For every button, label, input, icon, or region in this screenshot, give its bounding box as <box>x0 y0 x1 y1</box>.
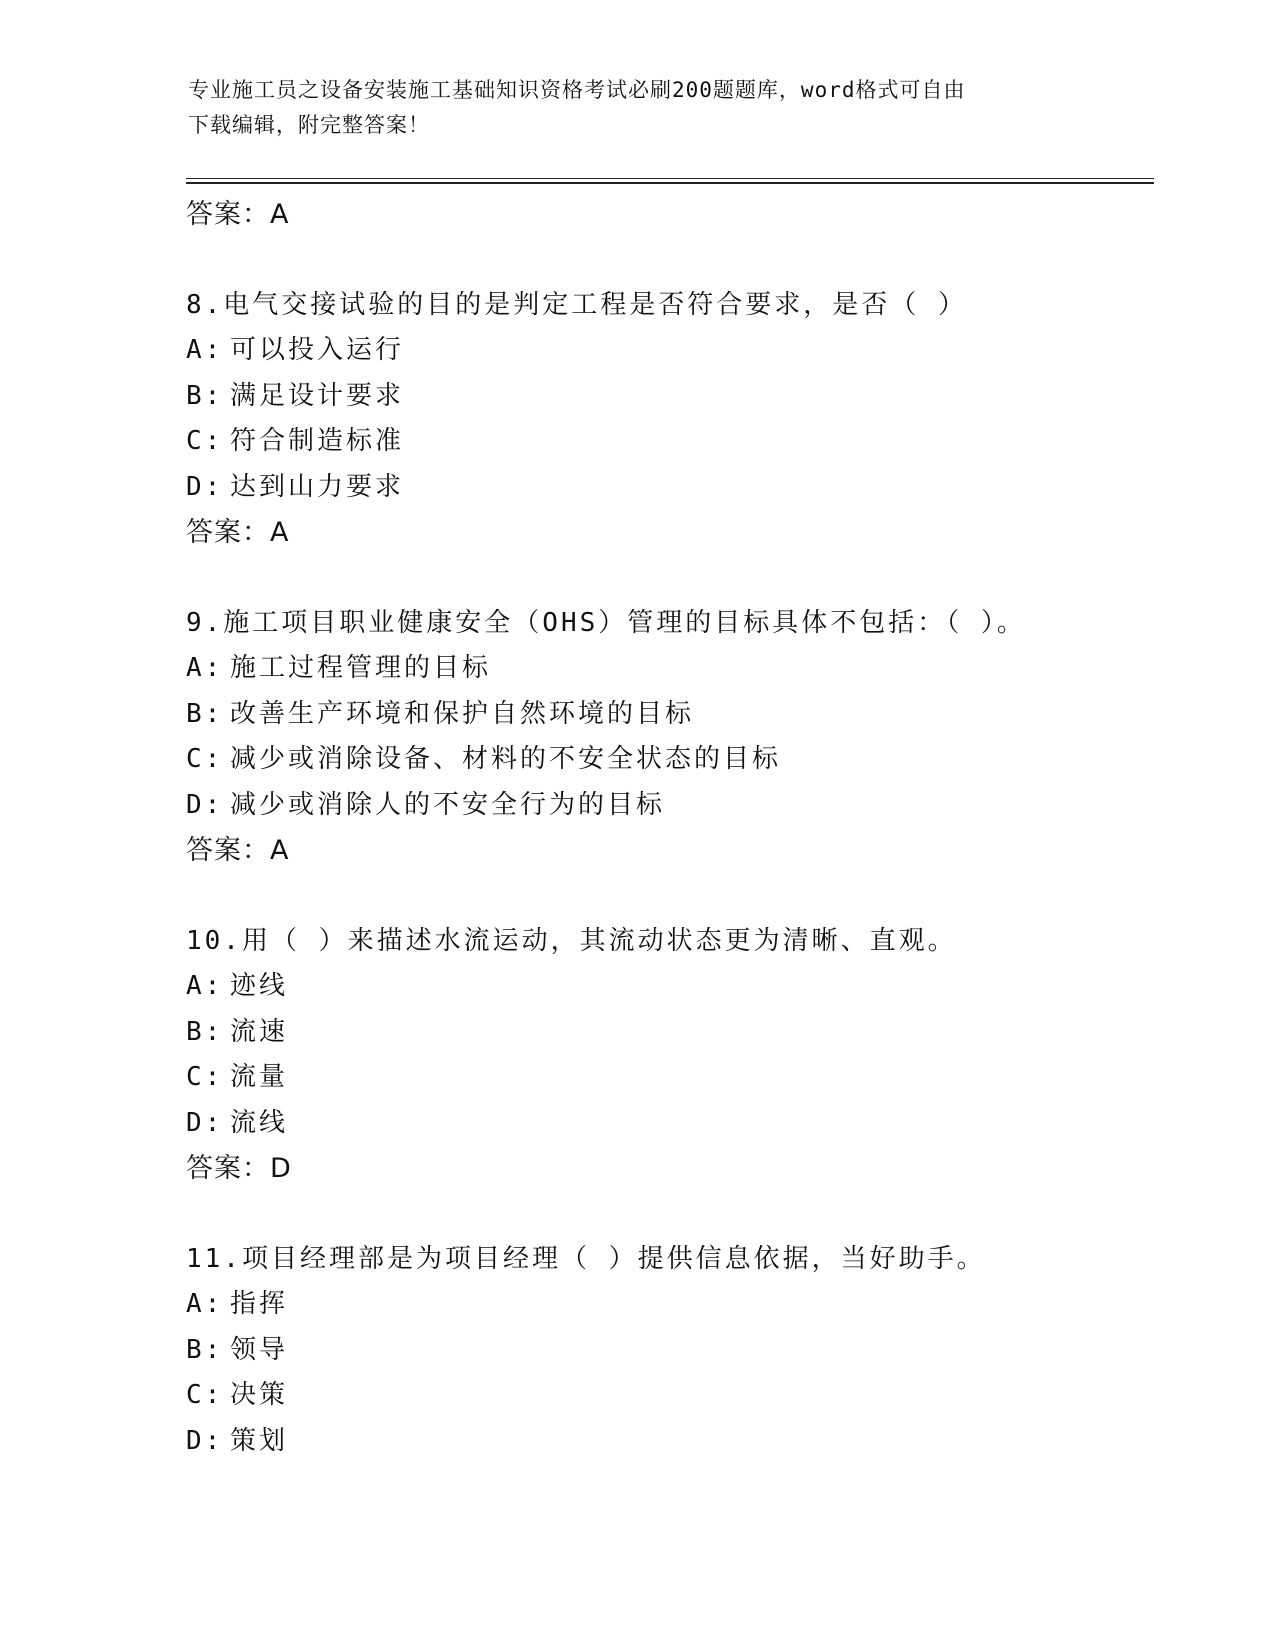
header-divider-thick <box>186 182 1154 184</box>
question-stem: 11.项目经理部是为项目经理（ ）提供信息依据，当好助手。 <box>186 1243 986 1274</box>
option-a: A: 可以投入运行 <box>186 335 405 365</box>
question-stem: 9.施工项目职业健康安全（OHS）管理的目标具体不包括：（ ）。 <box>186 607 1026 638</box>
option-d: D: 达到山力要求 <box>186 471 405 502</box>
answer-line: 答案：D <box>186 1153 292 1184</box>
option-c: C: 流量 <box>186 1062 289 1092</box>
header-divider-thin <box>186 178 1154 179</box>
option-a: A: 迹线 <box>186 971 289 1001</box>
header-line-2: 下载编辑，附完整答案！ <box>188 113 430 137</box>
option-b: B: 领导 <box>186 1334 289 1365</box>
option-a: A: 施工过程管理的目标 <box>186 653 492 683</box>
question-list <box>186 192 1146 1464</box>
document-header <box>188 73 1088 143</box>
option-c: C: 决策 <box>186 1380 289 1410</box>
question-stem: 10.用（ ）来描述水流运动，其流动状态更为清晰、直观。 <box>186 925 957 956</box>
option-d: D: 减少或消除人的不安全行为的目标 <box>186 789 666 820</box>
answer-line: 答案：A <box>186 199 290 230</box>
option-b: B: 流速 <box>186 1016 289 1047</box>
answer-line: 答案：A <box>186 835 290 866</box>
option-b: B: 满足设计要求 <box>186 380 405 411</box>
option-a: A: 指挥 <box>186 1289 289 1319</box>
option-d: D: 策划 <box>186 1425 289 1456</box>
option-c: C: 符合制造标准 <box>186 426 405 456</box>
answer-line: 答案：A <box>186 517 290 548</box>
question-stem: 8.电气交接试验的目的是判定工程是否符合要求，是否（ ） <box>186 289 967 320</box>
question-block <box>186 601 1146 874</box>
question-block <box>186 283 1146 556</box>
question-block <box>186 919 1146 1192</box>
option-d: D: 流线 <box>186 1107 289 1138</box>
option-c: C: 减少或消除设备、材料的不安全状态的目标 <box>186 744 782 774</box>
question-block <box>186 1237 1146 1465</box>
option-b: B: 改善生产环境和保护自然环境的目标 <box>186 698 695 729</box>
header-line-1: 专业施工员之设备安装施工基础知识资格考试必刷200题题库，word格式可自由 <box>188 78 966 102</box>
